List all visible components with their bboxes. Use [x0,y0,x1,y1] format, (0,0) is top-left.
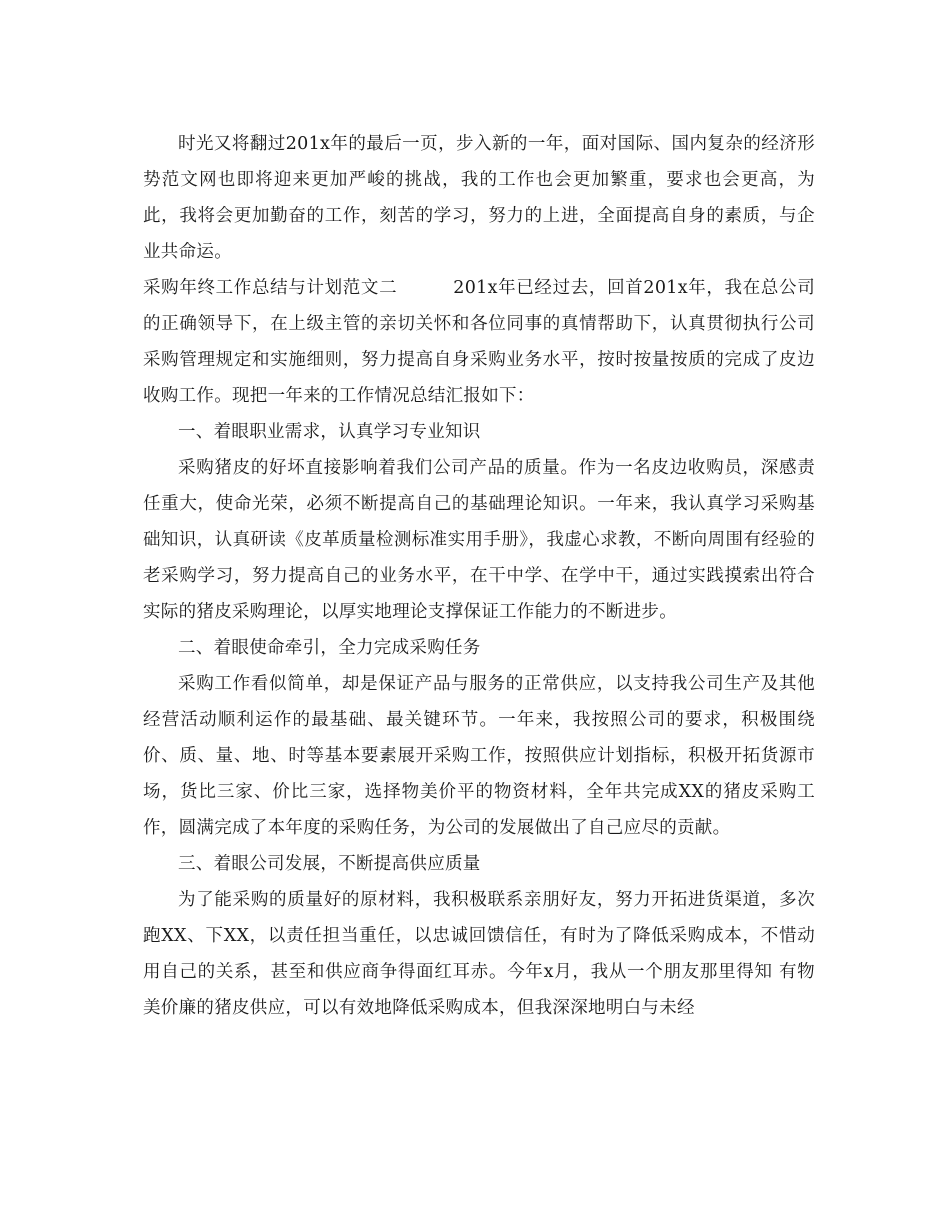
section-opening-paragraph [143,270,815,414]
section-opening-text: 201x年已经过去，回首201x年，我在总公司的正确领导下，在上级主管的亲切关怀和各位同事的真情帮助下，认真贯彻执行公司采购管理规定和实施细则，努力提高自身采购业务水平，按时按量按质的完成了皮边收购工作。现把一年来的工作情况总结汇报如下： [143,278,815,406]
heading-2: 二、着眼使命牵引，全力完成采购任务 [178,638,481,658]
paragraph-2: 采购工作看似简单，却是保证产品与服务的正常供应，以支持我公司生产及其他经营活动顺利运作的最基础、最关键环节。一年来，我按照公司的要求，积极围绕价、质、量、地、时等基本要素展开采购工作，按照供应计划指标，积极开拓货源市场，货比三家、价比三家，选择物美价平的物资材料，全年共完成XX的猪皮采购工作，圆满完成了本年度的采购任务，为公司的发展做出了自己应尽的贡献。 [143,674,815,838]
heading-1: 一、着眼职业需求，认真学习专业知识 [178,422,481,442]
paragraph-1: 采购猪皮的好坏直接影响着我们公司产品的质量。作为一名皮边收购员，深感责任重大，使命光荣，必须不断提高自己的基础理论知识。一年来，我认真学习采购基础知识，认真研读《皮革质量检测标准实用手册》，我虚心求教，不断向周围有经验的老采购学习，努力提高自己的业务水平，在干中学、在学中干，通过实践摸索出符合实际的猪皮采购理论，以厚实地理论支撑保证工作能力的不断进步。 [143,458,815,622]
intro-paragraph: 时光又将翻过201x年的最后一页，步入新的一年，面对国际、国内复杂的经济形势范文网也即将迎来更加严峻的挑战，我的工作也会更加繁重，要求也会更高，为此，我将会更加勤奋的工作，刻苦的学习，努力的上进，全面提高自身的素质，与企业共命运。 [143,134,815,262]
section-title: 采购年终工作总结与计划范文二 [143,278,398,298]
document-page [143,126,815,1026]
heading-3: 三、着眼公司发展，不断提高供应质量 [178,854,481,874]
paragraph-3: 为了能采购的质量好的原材料，我积极联系亲朋好友，努力开拓进货渠道，多次跑XX、下XX，以责任担当重任，以忠诚回馈信任，有时为了降低采购成本，不惜动用自己的关系，甚至和供应商争得面红耳赤。今年x月，我从一个朋友那里得知 有物美价廉的猪皮供应，可以有效地降低采购成本，但我深深地明白与未经 [143,890,815,1018]
